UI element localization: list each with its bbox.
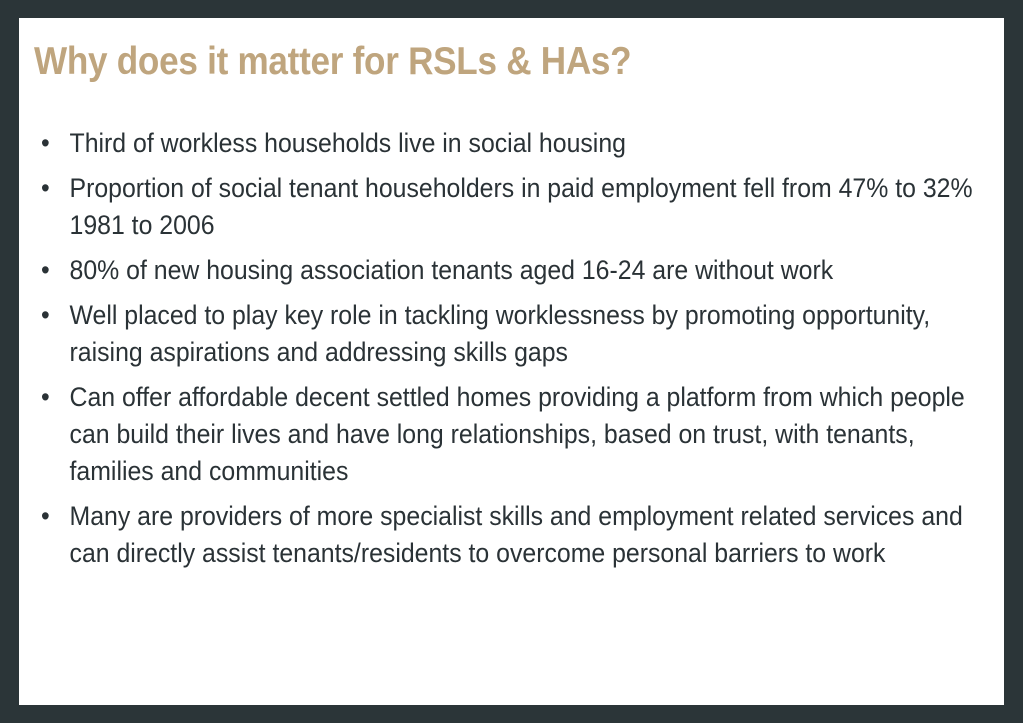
bullet-item xyxy=(41,125,994,162)
bullet-text: 80% of new housing association tenants aged 16-24 are without work xyxy=(69,255,834,285)
bullet-text: Well placed to play key role in tackling worklessness by promoting opportunity, raising aspirations and addressing skills gaps xyxy=(69,300,931,367)
bullet-marker: • xyxy=(41,255,50,285)
slide-title: Why does it matter for RSLs & HAs? xyxy=(34,40,632,83)
bullet-marker: • xyxy=(41,173,50,203)
bullet-marker: • xyxy=(41,128,50,158)
bullet-item xyxy=(41,170,994,244)
bullet-marker: • xyxy=(41,501,50,531)
bullet-item xyxy=(41,252,994,289)
bullet-item xyxy=(41,379,994,490)
bullet-text: Proportion of social tenant householders in paid employment fell from 47% to 32% 1981 to 2006 xyxy=(69,173,973,240)
slide xyxy=(19,18,1004,705)
bullet-list xyxy=(41,125,971,580)
bullet-text: Third of workless households live in social housing xyxy=(69,128,626,158)
bullet-text: Can offer affordable decent settled homes providing a platform from which people can build their lives and have long relationships, based on trust, with tenants, families and communities xyxy=(69,382,965,486)
bullet-text: Many are providers of more specialist skills and employment related services and can directly assist tenants/residents to overcome personal barriers to work xyxy=(69,501,963,568)
bullet-item xyxy=(41,297,994,371)
bullet-marker: • xyxy=(41,300,50,330)
bullet-item xyxy=(41,498,994,572)
bullet-marker: • xyxy=(41,382,50,412)
